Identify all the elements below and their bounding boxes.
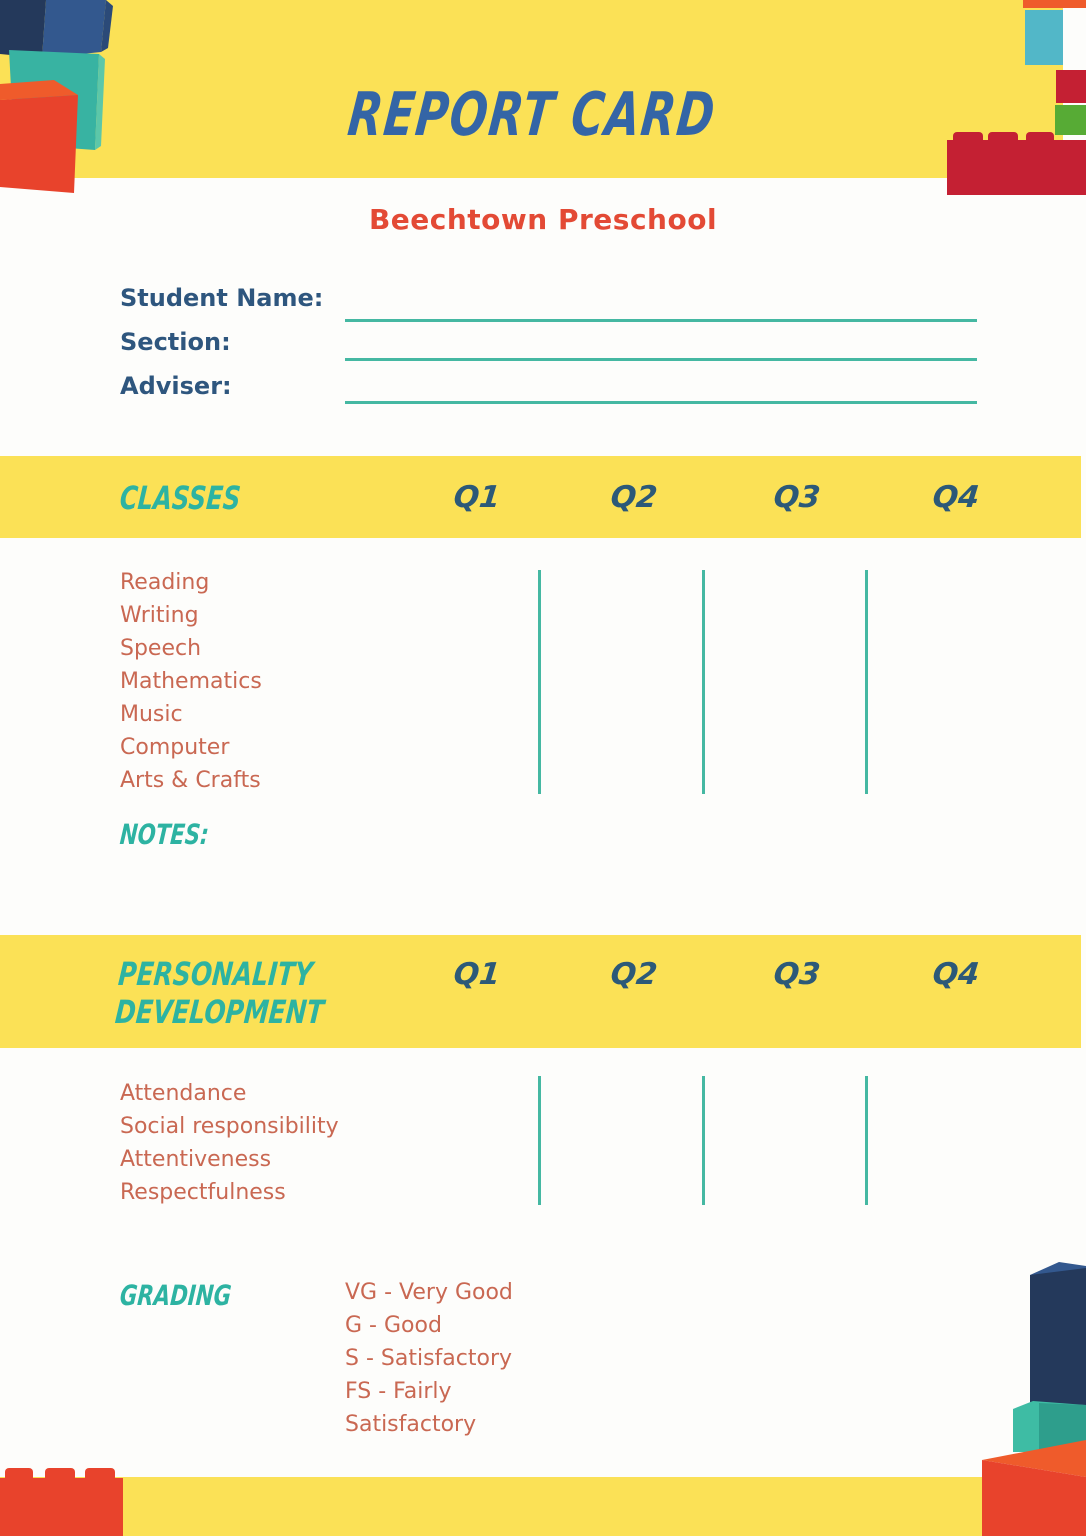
subject-row: Speech xyxy=(120,636,202,661)
notes-section xyxy=(120,818,237,851)
footer-band xyxy=(0,1477,1086,1536)
section-label: Section: xyxy=(120,328,231,356)
school-name: Beechtown Preschool xyxy=(368,203,718,236)
trait-row: Attentiveness xyxy=(120,1147,272,1172)
classes-q2-header: Q2 xyxy=(608,480,660,515)
grading-section xyxy=(120,1279,266,1312)
personality-q4-header: Q4 xyxy=(930,957,982,992)
page-title xyxy=(0,80,1063,150)
grading-scale-list xyxy=(345,1276,583,1441)
classes-section-title xyxy=(120,479,279,517)
personality-column-separator-1 xyxy=(538,1076,541,1205)
personality-q3-header: Q3 xyxy=(771,957,823,992)
grading-scale-row: S - Satisfactory xyxy=(345,1346,513,1371)
classes-column-separator-2 xyxy=(702,570,705,794)
subject-row: Reading xyxy=(120,570,210,595)
personality-q1-header: Q1 xyxy=(451,957,503,992)
personality-column-separator-2 xyxy=(702,1076,705,1205)
subject-row: Writing xyxy=(120,603,199,628)
student-name-label: Student Name: xyxy=(120,284,324,312)
personality-column-separator-3 xyxy=(865,1076,868,1205)
lego-brick-bottom-left-decoration xyxy=(0,1462,125,1536)
grading-scale-row: FS - Fairly Satisfactory xyxy=(345,1379,477,1437)
personality-section-title: PERSONALITY DEVELOPMENT xyxy=(113,955,326,1031)
adviser-label: Adviser: xyxy=(120,372,232,400)
lego-blocks-bottom-right-decoration xyxy=(975,1258,1086,1536)
student-name-input-line[interactable] xyxy=(345,319,977,322)
classes-subject-list xyxy=(120,566,262,797)
grading-scale-row: VG - Very Good xyxy=(345,1280,513,1305)
classes-q1-header: Q1 xyxy=(451,480,503,515)
section-input-line[interactable] xyxy=(345,358,977,361)
classes-title-text: CLASSES xyxy=(118,479,242,517)
page-title-text: REPORT CARD xyxy=(344,80,719,150)
grading-scale-row: G - Good xyxy=(345,1313,442,1338)
subject-row: Music xyxy=(120,702,183,727)
classes-column-separator-3 xyxy=(865,570,868,794)
adviser-input-line[interactable] xyxy=(345,401,977,404)
personality-trait-list xyxy=(120,1077,339,1209)
subject-row: Computer xyxy=(120,735,230,760)
classes-column-separator-1 xyxy=(538,570,541,794)
classes-q4-header: Q4 xyxy=(930,480,982,515)
grading-label-text: GRADING xyxy=(118,1279,233,1312)
trait-row: Respectfulness xyxy=(120,1180,286,1205)
trait-row: Social responsibility xyxy=(120,1114,339,1139)
personality-q2-header: Q2 xyxy=(608,957,660,992)
notes-label-text: NOTES: xyxy=(118,818,211,851)
subject-row: Mathematics xyxy=(120,669,262,694)
trait-row: Attendance xyxy=(120,1081,247,1106)
classes-q3-header: Q3 xyxy=(771,480,823,515)
subject-row: Arts & Crafts xyxy=(120,768,261,793)
